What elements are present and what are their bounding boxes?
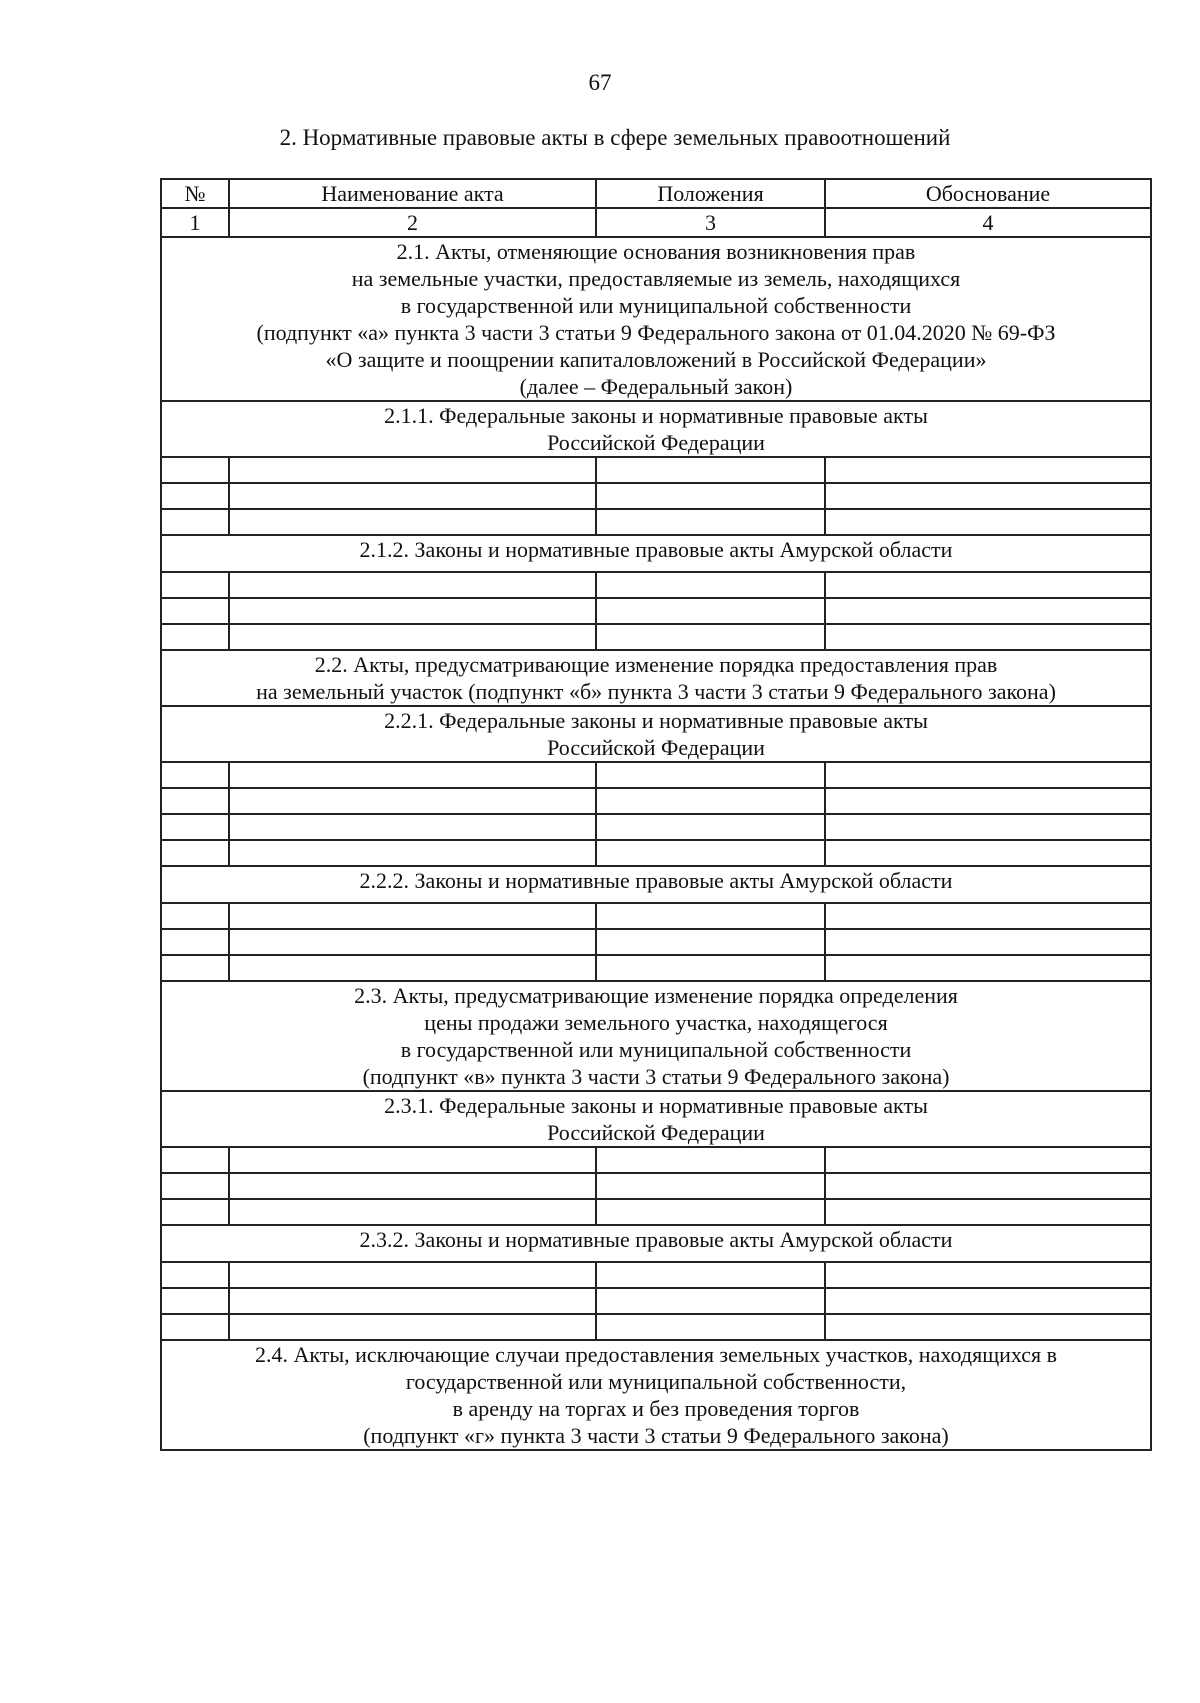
empty-cell [596,483,825,509]
section-heading-line: «О защите и поощрении капиталовложений в Российской Федерации» [325,347,987,372]
empty-cell [229,788,596,814]
empty-cell [596,457,825,483]
empty-cell [596,598,825,624]
column-header-justification: Обоснование [825,179,1151,208]
table-row [161,457,1151,483]
section-heading-line: (далее – Федеральный закон) [519,374,793,399]
empty-cell [161,903,229,929]
empty-cell [825,788,1151,814]
section-heading-line: (подпункт «а» пункта 3 части 3 статьи 9 Федерального закона от 01.04.2020 № 69-ФЗ [256,320,1056,345]
section-2-4-heading [161,1340,1151,1450]
table-row [161,903,1151,929]
empty-cell [596,509,825,535]
table-row [161,509,1151,535]
section-2-1-heading [161,237,1151,401]
empty-cell [825,903,1151,929]
empty-cell [161,1147,229,1173]
column-header-act-name: Наименование акта [229,179,596,208]
empty-cell [596,1314,825,1340]
empty-cell [161,762,229,788]
table-row [161,1288,1151,1314]
empty-cell [825,814,1151,840]
subsection-2-2-2-heading [161,866,1151,903]
empty-cell [161,598,229,624]
empty-cell [825,762,1151,788]
empty-cell [229,1173,596,1199]
column-number-4: 4 [825,208,1151,237]
table-header-row [161,179,1151,208]
empty-cell [825,929,1151,955]
section-heading-line: на земельный участок (подпункт «б» пункта 3 части 3 статьи 9 Федерального закона) [256,679,1056,704]
empty-cell [825,1173,1151,1199]
document-title: 2. Нормативные правовые акты в сфере земельных правоотношений [279,125,951,150]
empty-cell [229,1199,596,1225]
section-2-3-heading [161,981,1151,1091]
table-row [161,1314,1151,1340]
empty-cell [596,814,825,840]
table-row [161,814,1151,840]
section-heading-row [161,650,1151,706]
empty-cell [825,1199,1151,1225]
subsection-2-3-1-heading [161,1091,1151,1147]
empty-cell [229,1262,596,1288]
section-heading-line: в государственной или муниципальной собственности [400,293,912,318]
column-header-number: № [161,179,229,208]
empty-cell [161,1173,229,1199]
empty-cell [229,483,596,509]
column-number-2: 2 [229,208,596,237]
empty-cell [161,509,229,535]
subsection-2-1-1-heading [161,401,1151,457]
table-row [161,1173,1151,1199]
subsection-heading-line: 2.2.1. Федеральные законы и нормативные правовые акты [384,708,928,733]
empty-cell [825,1288,1151,1314]
subsection-heading-row [161,866,1151,903]
column-header-provisions: Положения [596,179,825,208]
empty-cell [229,814,596,840]
empty-cell [229,1288,596,1314]
empty-cell [825,509,1151,535]
acts-table [160,178,1152,1451]
section-heading-row [161,1340,1151,1450]
empty-cell [161,457,229,483]
section-heading-line: государственной или муниципальной собственности, [405,1369,907,1394]
section-heading-line: цены продажи земельного участка, находящегося [424,1010,888,1035]
empty-cell [825,1314,1151,1340]
empty-cell [596,572,825,598]
empty-cell [161,814,229,840]
empty-cell [229,903,596,929]
empty-cell [229,955,596,981]
subsection-heading-line: 2.3.2. Законы и нормативные правовые акты Амурской области [359,1227,953,1252]
section-heading-line: (подпункт «г» пункта 3 части 3 статьи 9 Федерального закона) [363,1423,949,1448]
empty-cell [229,840,596,866]
subsection-heading-line: 2.1.2. Законы и нормативные правовые акты Амурской области [359,537,953,562]
section-heading-line: на земельные участки, предоставляемые из земель, находящихся [351,266,961,291]
empty-cell [825,572,1151,598]
subsection-2-1-2-heading [161,535,1151,572]
subsection-2-3-2-heading [161,1225,1151,1262]
empty-cell [161,624,229,650]
table-row [161,572,1151,598]
table-row [161,788,1151,814]
section-heading-line: 2.2. Акты, предусматривающие изменение порядка предоставления прав [314,652,998,677]
table-row [161,840,1151,866]
table-row [161,598,1151,624]
empty-cell [825,483,1151,509]
subsection-heading-row [161,1091,1151,1147]
empty-cell [229,1147,596,1173]
table-row [161,955,1151,981]
subsection-heading-row [161,535,1151,572]
table-row [161,624,1151,650]
column-number-1: 1 [161,208,229,237]
empty-cell [596,955,825,981]
table-row [161,929,1151,955]
empty-cell [161,955,229,981]
empty-cell [229,572,596,598]
section-2-2-heading [161,650,1151,706]
empty-cell [825,598,1151,624]
subsection-heading-line: 2.3.1. Федеральные законы и нормативные правовые акты [384,1093,928,1118]
page-number: 67 [588,70,612,95]
empty-cell [825,1262,1151,1288]
section-heading-line: (подпункт «в» пункта 3 части 3 статьи 9 Федерального закона) [362,1064,950,1089]
subsection-2-2-1-heading [161,706,1151,762]
empty-cell [161,572,229,598]
column-number-3: 3 [596,208,825,237]
subsection-heading-row [161,1225,1151,1262]
table-row [161,1199,1151,1225]
empty-cell [161,1262,229,1288]
empty-cell [596,624,825,650]
empty-cell [229,762,596,788]
section-heading-row [161,237,1151,401]
subsection-heading-row [161,401,1151,457]
empty-cell [825,457,1151,483]
empty-cell [596,1262,825,1288]
empty-cell [596,788,825,814]
empty-cell [825,624,1151,650]
empty-cell [161,788,229,814]
empty-cell [161,483,229,509]
subsection-heading-line: Российской Федерации [547,430,765,455]
subsection-heading-line: Российской Федерации [547,1120,765,1145]
empty-cell [161,840,229,866]
empty-cell [596,929,825,955]
empty-cell [229,1314,596,1340]
column-number-row [161,208,1151,237]
empty-cell [161,1288,229,1314]
subsection-heading-line: Российской Федерации [547,735,765,760]
empty-cell [596,762,825,788]
section-heading-line: 2.3. Акты, предусматривающие изменение порядка определения [354,983,958,1008]
empty-cell [161,1199,229,1225]
empty-cell [229,929,596,955]
empty-cell [596,1199,825,1225]
empty-cell [825,840,1151,866]
empty-cell [229,624,596,650]
empty-cell [161,929,229,955]
empty-cell [596,840,825,866]
empty-cell [229,457,596,483]
table-row [161,1262,1151,1288]
empty-cell [229,598,596,624]
empty-cell [596,903,825,929]
subsection-heading-line: 2.2.2. Законы и нормативные правовые акты Амурской области [359,868,953,893]
empty-cell [161,1314,229,1340]
section-heading-line: в аренду на торгах и без проведения торгов [452,1396,860,1421]
subsection-heading-line: 2.1.1. Федеральные законы и нормативные правовые акты [384,403,928,428]
empty-cell [825,1147,1151,1173]
empty-cell [596,1288,825,1314]
empty-cell [825,955,1151,981]
subsection-heading-row [161,706,1151,762]
section-heading-line: в государственной или муниципальной собственности [400,1037,912,1062]
table-row [161,1147,1151,1173]
empty-cell [596,1147,825,1173]
table-row [161,762,1151,788]
empty-cell [229,509,596,535]
table-row [161,483,1151,509]
section-heading-line: 2.4. Акты, исключающие случаи предоставления земельных участков, находящихся в [254,1342,1058,1367]
empty-cell [596,1173,825,1199]
section-heading-row [161,981,1151,1091]
section-heading-line: 2.1. Акты, отменяющие основания возникновения прав [396,239,916,264]
